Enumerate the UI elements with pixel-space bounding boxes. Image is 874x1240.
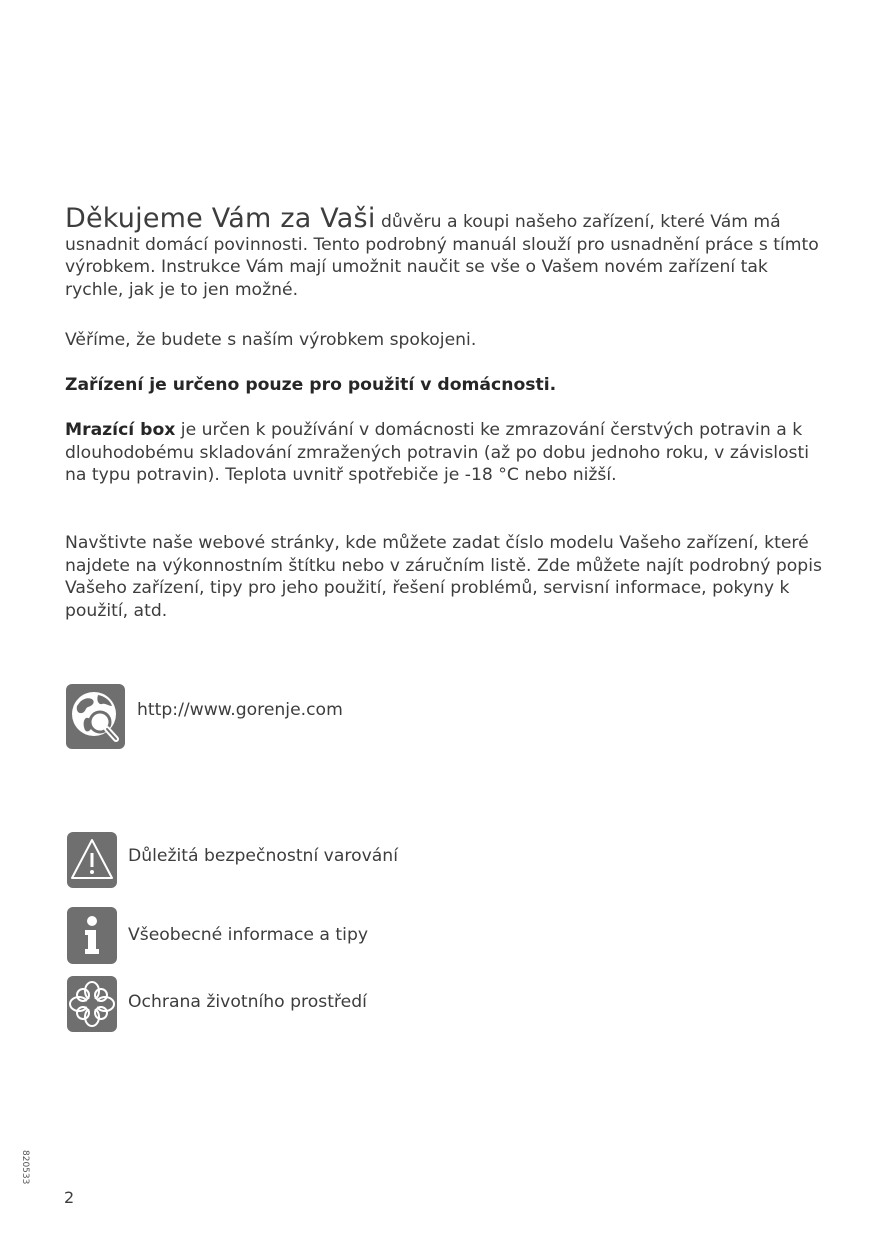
freezer-term: Mrazící box [65, 420, 176, 440]
website-paragraph: Navštivte naše webové stránky, kde můžete zadat číslo modelu Vašeho zařízení, které najdete na výkonnostním štítku nebo v záručním listě. Zde můžete najít podrobný popis Vašeho zařízení, tipy pro jeho použití, řešení problémů, servisní informace, pokyny k použití, atd. [65, 533, 822, 621]
warning-triangle-icon [67, 832, 117, 888]
legend-environment-label: Ochrana životního prostředí [128, 992, 367, 1012]
info-icon [67, 907, 117, 964]
intro-lead: Děkujeme Vám za Vaši [65, 203, 376, 234]
globe-search-icon [66, 684, 125, 749]
document-code: 820533 [20, 1150, 30, 1185]
household-use-notice: Zařízení je určeno pouze pro použití v domácnosti. [65, 375, 557, 395]
freezer-description-paragraph [65, 419, 825, 487]
website-url[interactable]: http://www.gorenje.com [137, 700, 343, 720]
freezer-description-text: je určen k používání v domácnosti ke zmrazování čerstvých potravin a k dlouhodobému skladování zmražených potravin (až po dobu jednoho roku, v závislosti na typu potravin). Teplota uvnitř spotřebiče je -18 °C nebo nižší. [65, 420, 810, 486]
intro-text: důvěru a koupi našeho zařízení, které Vám má usnadnit domácí povinnosti. Tento podrobný manuál slouží pro usnadnění práce s tímto výrobkem. Instrukce Vám mají umožnit naučit se vše o Vašem novém zařízení tak rychle, jak je to jen možné. [65, 212, 819, 300]
satisfaction-paragraph: Věříme, že budete s naším výrobkem spokojeni. [65, 330, 477, 350]
intro-paragraph [65, 203, 825, 301]
flower-icon [67, 976, 117, 1032]
page-number: 2 [64, 1188, 75, 1207]
legend-info-label: Všeobecné informace a tipy [128, 925, 369, 945]
legend-warning-label: Důležitá bezpečnostní varování [128, 846, 398, 866]
